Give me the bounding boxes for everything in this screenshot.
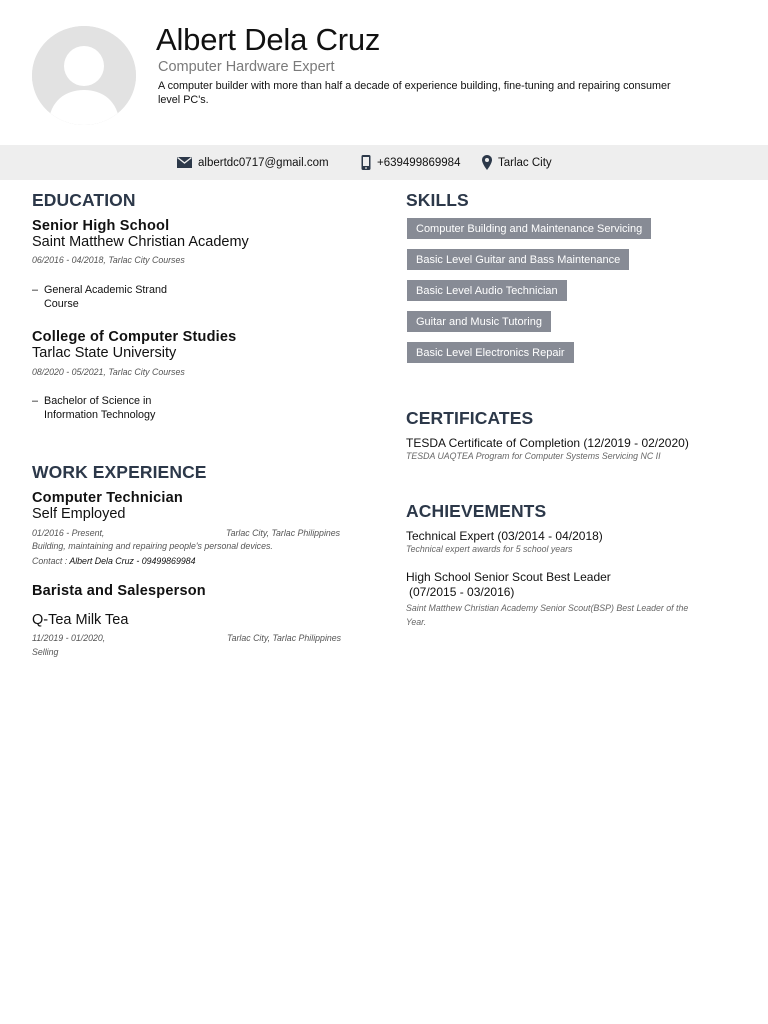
achievement-dates: (07/2015 - 03/2016) xyxy=(409,585,515,599)
work-experience-heading: WORK EXPERIENCE xyxy=(32,462,207,482)
envelope-icon xyxy=(177,157,192,168)
achievement-name: High School Senior Scout Best Leader xyxy=(406,570,611,584)
certificates-heading: CERTIFICATES xyxy=(406,408,534,428)
user-silhouette-icon xyxy=(32,26,136,125)
skills-heading: SKILLS xyxy=(406,190,469,210)
skill-badge: Basic Level Guitar and Bass Maintenance xyxy=(407,249,629,270)
job-title: Computer Hardware Expert xyxy=(158,59,335,75)
certificate-name: TESDA Certificate of Completion (12/2019 - 02/2020) xyxy=(406,436,689,450)
education-meta: 06/2016 - 04/2018, Tarlac City Courses xyxy=(32,255,185,265)
achievement-note: Year. xyxy=(406,617,427,627)
profile-summary: A computer builder with more than half a decade of experience building, fine-tuning and repairing consumer level PC's. xyxy=(158,80,671,106)
education-meta: 08/2020 - 05/2021, Tarlac City Courses xyxy=(32,367,185,377)
work-dates: 11/2019 - 01/2020, xyxy=(32,633,106,643)
education-dates: 08/2020 - 05/2021 xyxy=(32,367,104,377)
achievement-note: Saint Matthew Christian Academy Senior Scout(BSP) Best Leader of the xyxy=(406,603,689,613)
education-course-line: General Academic Strand xyxy=(44,284,168,296)
contact-bar xyxy=(0,145,768,180)
education-place: Tarlac City Courses xyxy=(108,367,185,377)
location-text: Tarlac City xyxy=(498,156,552,169)
phone-text: +639499869984 xyxy=(377,156,461,169)
certificate-note: TESDA UAQTEA Program for Computer Systems Servicing NC II xyxy=(406,451,661,461)
education-dates: 06/2016 - 04/2018 xyxy=(32,255,104,265)
achievement-name: Technical Expert (03/2014 - 04/2018) xyxy=(406,529,603,543)
education-course xyxy=(32,395,156,422)
work-company: Self Employed xyxy=(32,506,126,522)
map-pin-icon xyxy=(482,155,492,170)
education-course-line: Information Technology xyxy=(44,408,156,421)
education-heading: EDUCATION xyxy=(32,190,136,210)
education-school-type: College of Computer Studies xyxy=(32,329,237,345)
work-location: Tarlac City, Tarlac Philippines xyxy=(226,528,341,538)
mobile-phone-icon xyxy=(361,155,371,170)
work-location: Tarlac City, Tarlac Philippines xyxy=(227,633,342,643)
skill-badge: Guitar and Music Tutoring xyxy=(407,311,551,332)
education-school-name: Tarlac State University xyxy=(32,345,177,361)
full-name: Albert Dela Cruz xyxy=(156,22,381,57)
education-course-line: Course xyxy=(44,297,79,310)
work-description: Building, maintaining and repairing people's personal devices. xyxy=(32,541,273,551)
work-dates: 01/2016 - Present, xyxy=(32,528,105,538)
education-school-name: Saint Matthew Christian Academy xyxy=(32,234,249,250)
contact-email[interactable] xyxy=(177,145,329,180)
contact-location xyxy=(482,145,552,180)
skill-badge: Basic Level Audio Technician xyxy=(407,280,567,301)
contact-phone[interactable] xyxy=(361,145,460,180)
work-company: Q-Tea Milk Tea xyxy=(32,612,129,628)
work-position: Computer Technician xyxy=(32,490,183,506)
education-school-type: Senior High School xyxy=(32,218,170,234)
work-contact xyxy=(32,556,196,566)
work-contact-label: Contact : xyxy=(32,556,68,566)
education-course xyxy=(32,284,168,311)
work-description: Selling xyxy=(32,647,59,657)
avatar xyxy=(32,26,136,125)
work-position: Barista and Salesperson xyxy=(32,583,206,599)
work-contact-value: Albert Dela Cruz - 09499869984 xyxy=(69,556,196,566)
bullet-dash: – xyxy=(32,284,39,296)
skill-badge: Basic Level Electronics Repair xyxy=(407,342,574,363)
skill-badge: Computer Building and Maintenance Servicing xyxy=(407,218,651,239)
education-place: Tarlac City Courses xyxy=(108,255,185,265)
achievements-heading: ACHIEVEMENTS xyxy=(406,501,547,521)
bullet-dash: – xyxy=(32,395,39,407)
education-course-line: Bachelor of Science in xyxy=(44,395,152,407)
email-text: albertdc0717@gmail.com xyxy=(198,156,329,169)
achievement-note: Technical expert awards for 5 school years xyxy=(406,544,573,554)
